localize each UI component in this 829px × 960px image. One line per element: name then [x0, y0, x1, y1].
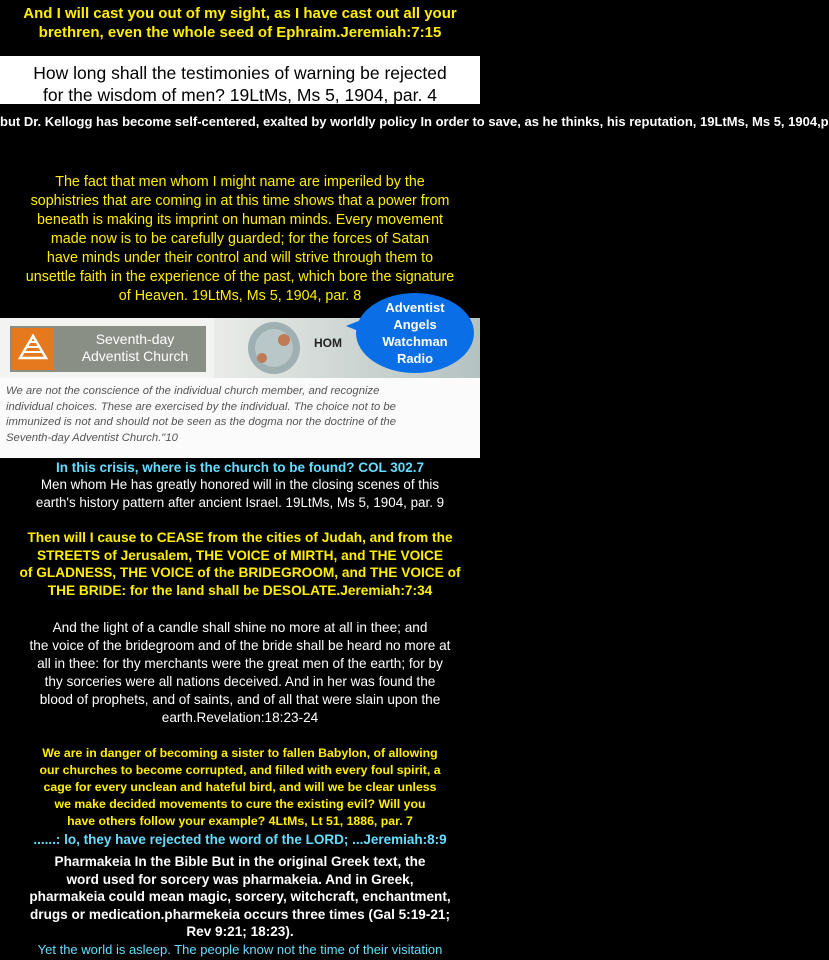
sda-logo [10, 326, 206, 372]
immunization-quote: We are not the conscience of the individual church member, and recognize individual choices. These are exercised by the individual. The choice not to be immunized is not and should not be seen as the dogma nor the doctrine of the Seventh-day Adventist Church."10 [0, 378, 480, 458]
sophistries-paragraph: The fact that men whom I might name are imperiled by the sophistries that are coming in at this time shows that a power from beneath is making its imprint on human minds. Every movement made now is to be carefully guarded; for the forces of Satan have minds under their control and will strive through them to unsettle faith in the experience of the past, which bore the signature of Heaven. 19LtMs, Ms 5, 1904, par. 8 [25, 174, 455, 304]
jeremiah-7-34-verse: Then will I cause to CEASE from the cities of Judah, and from the STREETS of Jerusalem, THE VOICE of MIRTH, and THE VOICE of GLADNESS, THE VOICE of the BRIDEGROOM, and THE VOICE of THE BRIDE: for the land shall be DESOLATE.Jeremiah:7:34 [19, 530, 461, 598]
church-flame-icon [12, 328, 54, 370]
adventist-radio-badge: Adventist Angels Watchman Radio [356, 293, 474, 373]
testimonies-warning-banner: How long shall the testimonies of warning be rejected for the wisdom of men? 19LtMs, Ms 5, 1904, par. 4 [0, 56, 480, 104]
crisis-question: In this crisis, where is the church to be found? COL 302.7 [55, 460, 425, 475]
world-asleep-line: Yet the world is asleep. The people know not the time of their visitation [37, 942, 443, 957]
jeremiah-8-9-verse: ......: lo, they have rejected the word of the LORD; ...Jeremiah:8:9 [33, 832, 447, 847]
honored-men-quote: Men whom He has greatly honored will in the closing scenes of this earth's history pattern after ancient Israel. 19LtMs, Ms 5, 1904, par. 9 [35, 477, 445, 510]
jeremiah-7-15-verse: And I will cast you out of my sight, as I have cast out all your brethren, even the whole seed of Ephraim.Jeremiah:7:15 [23, 5, 457, 41]
kellogg-quote: but Dr. Kellogg has become self-centered, exalted by worldly policy In order to save, as he thinks, his reputation, 19LtMs, Ms 5, 1904,p [0, 114, 829, 129]
sda-church-name: Seventh-day Adventist Church [81, 331, 189, 364]
revelation-18-verse: And the light of a candle shall shine no more at all in thee; and the voice of the bridegroom and of the bride shall be heard no more at all in thee: for thy merchants were the great men of the earth; for by thy sorceries were all nations deceived. And in her was found the blood of prophets, and of saints, and of all that were slain upon the earth.Revelation:18:23-24 [29, 620, 451, 725]
babylon-danger-paragraph: We are in danger of becoming a sister to fallen Babylon, of allowing our churches to become corrupted, and filled with every foul spirit, a cage for every unclean and hateful bird, and will we be clear unless we make decided movements to cure the existing evil? Will you have others follow your example? 4LtMs, Lt 51, 1886, par. 7 [39, 746, 441, 828]
pharmakeia-paragraph: Pharmakeia In the Bible But in the original Greek text, the word used for sorcery was pharmakeia. And in Greek, pharmakeia could mean magic, sorcery, witchcraft, enchantment, drugs or medication.pharmekeia occurs three times (Gal 5:19-21; Rev 9:21; 18:23). [29, 854, 451, 939]
home-nav-link[interactable]: HOM [314, 336, 342, 350]
